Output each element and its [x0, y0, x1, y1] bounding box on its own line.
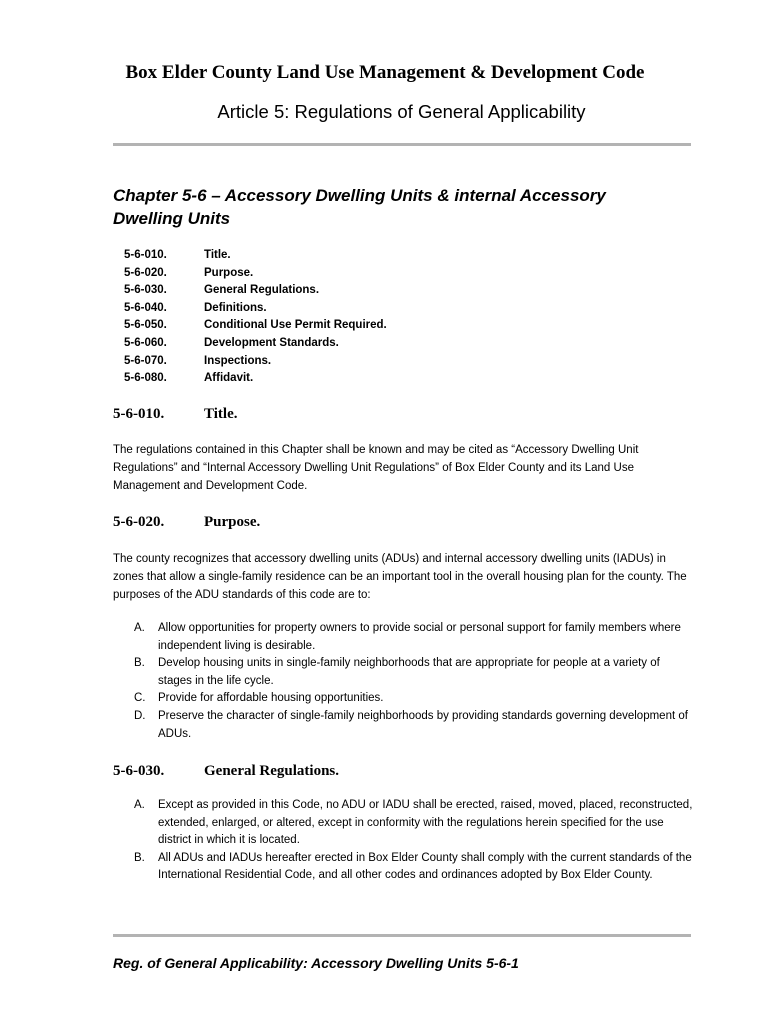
list-marker: A.	[134, 622, 145, 634]
toc-title: Inspections.	[204, 354, 272, 367]
list-item	[134, 797, 694, 850]
list-item	[134, 690, 694, 708]
section-paragraph: The regulations contained in this Chapter shall be known and may be cited as “Accessory Dwelling Unit Regulations” and “Internal Accessory Dwelling Unit Regulations” of Box Elder County and its Land Use Management and Development Code.	[113, 444, 639, 492]
toc-title: Conditional Use Permit Required.	[204, 319, 387, 332]
list-item	[134, 708, 694, 743]
toc-row	[124, 319, 387, 337]
list-item-text: Allow opportunities for property owners to provide social or personal support for family members where independent living is desirable.	[158, 622, 681, 652]
list-item	[134, 655, 694, 690]
section-heading-general-regulations	[113, 763, 339, 780]
section-heading-purpose	[113, 514, 260, 531]
toc-number: 5-6-010.	[124, 249, 167, 261]
toc-number: 5-6-070.	[124, 354, 167, 367]
article-title: Article 5: Regulations of General Applicability	[217, 101, 586, 122]
toc-title: Development Standards.	[204, 336, 339, 349]
toc-number: 5-6-030.	[124, 284, 167, 297]
list-item	[134, 850, 694, 885]
toc-number: 5-6-020.	[124, 266, 167, 279]
list-marker: B.	[134, 657, 145, 670]
toc-number: 5-6-060.	[124, 336, 167, 349]
section-title: General Regulations.	[204, 763, 339, 779]
general-regulations-list	[134, 797, 694, 885]
section-number: 5-6-010.	[113, 406, 165, 422]
section-number: 5-6-020.	[113, 514, 165, 530]
section-title: Purpose.	[204, 514, 261, 530]
toc-row	[124, 267, 387, 285]
table-of-contents	[124, 249, 387, 390]
list-item-text: All ADUs and IADUs hereafter erected in Box Elder County shall comply with the current standards of the International Residential Code, and all other codes and ordinances adopted by Box Elder County.	[158, 851, 692, 882]
purpose-list	[134, 620, 694, 743]
toc-title: General Regulations.	[204, 284, 320, 297]
section-number: 5-6-030.	[113, 763, 165, 779]
list-marker: B.	[134, 851, 145, 864]
toc-title: Affidavit.	[204, 372, 254, 385]
footer-divider	[113, 934, 691, 937]
toc-number: 5-6-040.	[124, 301, 167, 314]
document-title: Box Elder County Land Use Management & Development Code	[125, 62, 645, 83]
toc-number: 5-6-050.	[124, 319, 167, 332]
list-item-text: Provide for affordable housing opportunities.	[158, 692, 384, 705]
list-item-text: Except as provided in this Code, no ADU or IADU shall be erected, raised, moved, placed, reconstructed, extended, enlarged, or altered, except in conformity with the regulations herein specified for the use district in which it is located.	[158, 799, 693, 847]
toc-title: Title.	[204, 249, 231, 261]
section-heading-title	[113, 406, 237, 423]
toc-number: 5-6-080.	[124, 372, 167, 385]
chapter-title: Chapter 5-6 – Accessory Dwelling Units & internal Accessory Dwelling Units	[113, 186, 606, 228]
toc-row	[124, 249, 387, 267]
toc-title: Definitions.	[204, 301, 267, 314]
toc-title: Purpose.	[204, 266, 254, 279]
list-item	[134, 620, 694, 655]
toc-row	[124, 284, 387, 302]
list-item-text: Preserve the character of single-family neighborhoods by providing standards governing development of ADUs.	[158, 709, 688, 740]
section-title: Title.	[204, 406, 238, 422]
list-marker: D.	[134, 709, 146, 722]
toc-row	[124, 372, 387, 390]
list-item-text: Develop housing units in single-family neighborhoods that are appropriate for people at a variety of stages in the life cycle.	[158, 657, 660, 687]
list-marker: C.	[134, 692, 146, 705]
header-divider	[113, 143, 691, 146]
list-marker: A.	[134, 799, 145, 811]
page-footer: Reg. of General Applicability: Accessory Dwelling Units 5-6-1	[113, 955, 519, 971]
section-paragraph: The county recognizes that accessory dwelling units (ADUs) and internal accessory dwelling units (IADUs) in zones that allow a single-family residence can be an important tool in the overall housing plan for the county. The purposes of the ADU standards of this code are to:	[113, 553, 687, 601]
toc-row	[124, 302, 387, 320]
toc-row	[124, 337, 387, 355]
toc-row	[124, 355, 387, 373]
